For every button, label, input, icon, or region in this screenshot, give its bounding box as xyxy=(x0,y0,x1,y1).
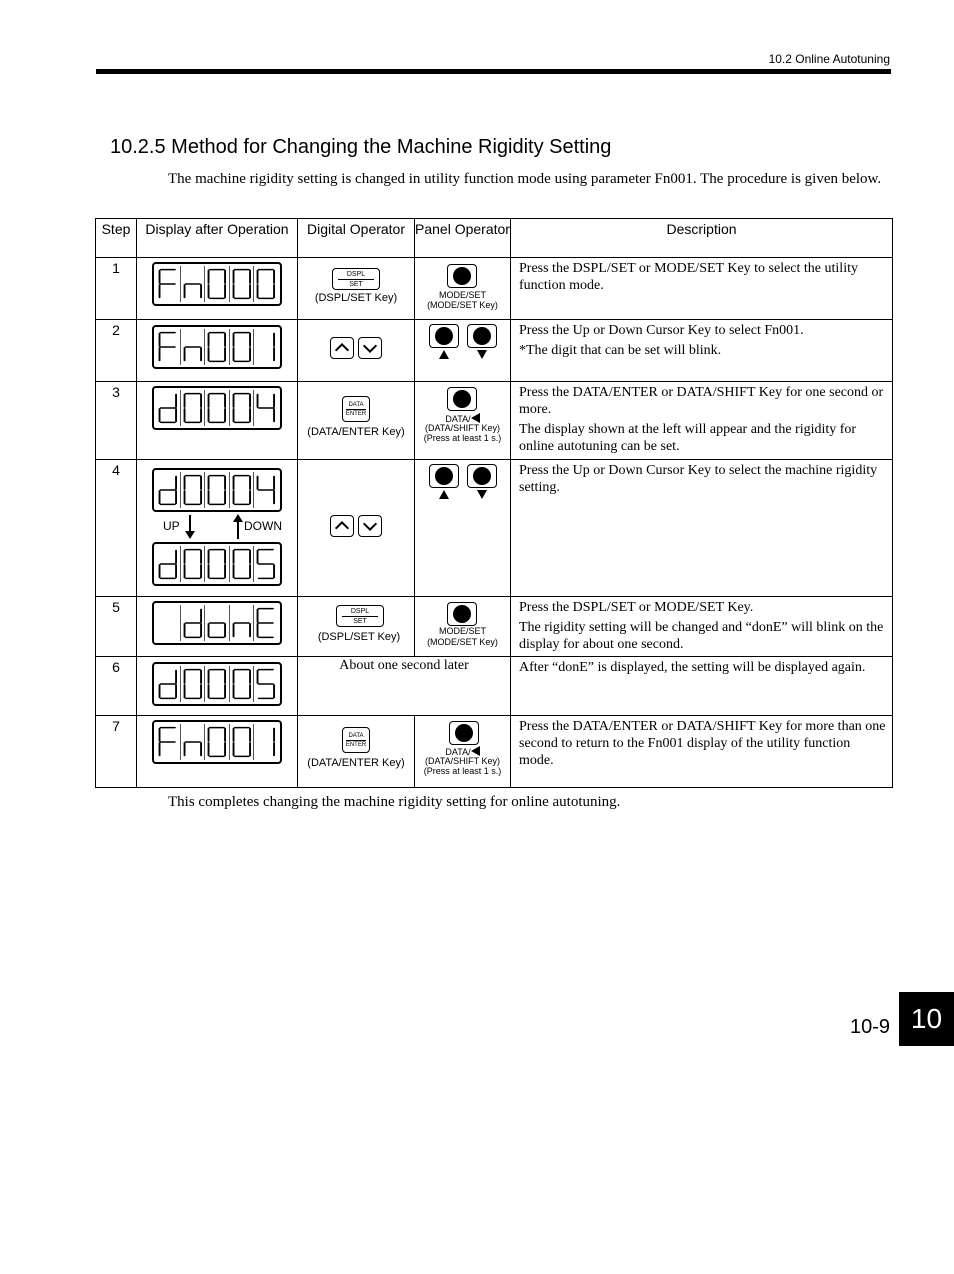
section-title: 10.2.5 Method for Changing the Machine Rigidity Setting xyxy=(110,136,612,158)
display-cell xyxy=(137,382,298,460)
panel-caption: (DATA/SHIFT Key) xyxy=(424,423,500,433)
panel-caption: DATA/ xyxy=(445,747,471,757)
header-digital-operator: Digital Operator xyxy=(298,219,415,258)
display-digit xyxy=(156,329,180,365)
data-shift-button-icon[interactable] xyxy=(449,721,479,745)
panel-caption: (MODE/SET Key) xyxy=(427,300,498,310)
mode-set-button-icon[interactable] xyxy=(447,264,477,288)
dspl-set-key[interactable]: DSPL SET xyxy=(332,268,380,290)
display-digit xyxy=(156,605,180,641)
operator-note: About one second later xyxy=(298,657,511,716)
description-cell: Press the DSPL/SET or MODE/SET Key. The rigidity setting will be changed and “donE” will blink on the display for about one second. xyxy=(511,597,893,657)
description-cell: After “donE” is displayed, the setting will be displayed again. xyxy=(511,657,893,716)
digital-operator-cell xyxy=(298,320,415,382)
display-digit xyxy=(253,329,278,365)
up-triangle-icon xyxy=(439,350,449,359)
step-number: 3 xyxy=(96,382,137,460)
seven-segment-display xyxy=(152,542,282,586)
display-digit xyxy=(180,666,205,702)
display-digit xyxy=(180,266,205,302)
seven-segment-display xyxy=(152,386,282,430)
display-digit xyxy=(156,724,180,760)
key-caption: (DSPL/SET Key) xyxy=(317,631,401,643)
down-triangle-icon xyxy=(477,350,487,359)
display-digit xyxy=(204,266,229,302)
description-cell: Press the DSPL/SET or MODE/SET Key to select the utility function mode. xyxy=(511,258,893,320)
table-row xyxy=(96,597,893,657)
shift-left-arrow-icon xyxy=(471,413,480,423)
panel-operator-cell xyxy=(415,258,511,320)
display-digit xyxy=(229,266,254,302)
down-button-icon[interactable] xyxy=(467,464,497,488)
table-row xyxy=(96,716,893,788)
display-digit xyxy=(229,546,254,582)
display-digit xyxy=(204,605,229,641)
panel-operator-cell xyxy=(415,460,511,597)
table-row xyxy=(96,382,893,460)
header-panel-operator: Panel Operator xyxy=(415,219,511,258)
display-digit xyxy=(180,546,205,582)
display-digit xyxy=(253,666,278,702)
down-arrow-icon xyxy=(185,531,195,539)
panel-caption: (MODE/SET Key) xyxy=(427,637,498,647)
display-digit xyxy=(156,546,180,582)
panel-caption: (Press at least 1 s.) xyxy=(423,766,502,776)
data-enter-key[interactable]: DATA ENTER xyxy=(342,396,370,422)
dspl-set-key[interactable]: DSPL SET xyxy=(336,605,384,627)
panel-caption: (DATA/SHIFT Key) xyxy=(424,756,500,766)
description-cell: Press the DATA/ENTER or DATA/SHIFT Key for more than one second to return to the Fn001 display of the utility function mode. xyxy=(511,716,893,788)
display-cell xyxy=(137,597,298,657)
intro-paragraph: The machine rigidity setting is changed in utility function mode using parameter Fn001. The procedure is given below. xyxy=(168,171,882,187)
display-cell xyxy=(137,460,298,597)
panel-caption: MODE/SET xyxy=(438,290,486,300)
down-label: DOWN xyxy=(244,519,282,533)
up-label: UP xyxy=(163,519,180,533)
digital-operator-cell xyxy=(298,258,415,320)
key-caption: (DATA/ENTER Key) xyxy=(307,426,405,438)
display-digit xyxy=(156,666,180,702)
display-digit xyxy=(229,666,254,702)
display-digit xyxy=(204,390,229,426)
display-digit xyxy=(204,666,229,702)
down-cursor-key-icon[interactable] xyxy=(358,337,382,359)
digital-operator-cell xyxy=(298,382,415,460)
step-number: 7 xyxy=(96,716,137,788)
shift-left-arrow-icon xyxy=(471,746,480,756)
key-caption: (DSPL/SET Key) xyxy=(314,292,398,304)
seven-segment-display xyxy=(152,720,282,764)
down-arrow-shaft xyxy=(237,521,239,539)
data-enter-key[interactable]: DATA ENTER xyxy=(342,727,370,753)
mode-set-button-icon[interactable] xyxy=(447,602,477,626)
up-button-icon[interactable] xyxy=(429,324,459,348)
display-digit xyxy=(204,546,229,582)
display-digit xyxy=(253,390,278,426)
step-number: 4 xyxy=(96,460,137,597)
display-digit xyxy=(204,724,229,760)
page-number: 10-9 xyxy=(849,1016,890,1038)
description-cell: Press the Up or Down Cursor Key to select Fn001. *The digit that can be set will blink. xyxy=(511,320,893,382)
display-digit xyxy=(180,390,205,426)
header-description: Description xyxy=(511,219,893,258)
panel-operator-cell xyxy=(415,597,511,657)
seven-segment-display xyxy=(152,662,282,706)
display-cell xyxy=(137,716,298,788)
digital-operator-cell xyxy=(298,597,415,657)
seven-segment-display xyxy=(152,468,282,512)
seven-segment-display xyxy=(152,325,282,369)
data-shift-button-icon[interactable] xyxy=(447,387,477,411)
digital-operator-cell xyxy=(298,460,415,597)
header-display: Display after Operation xyxy=(137,219,298,258)
closing-paragraph: This completes changing the machine rigidity setting for online autotuning. xyxy=(168,794,621,810)
down-cursor-key-icon[interactable] xyxy=(358,515,382,537)
key-caption: (DATA/ENTER Key) xyxy=(307,757,405,769)
display-digit xyxy=(229,605,254,641)
description-cell: Press the DATA/ENTER or DATA/SHIFT Key for one second or more. The display shown at the left will appear and the rigidity for online autotuning can be set. xyxy=(511,382,893,460)
display-digit xyxy=(229,390,254,426)
display-cell xyxy=(137,657,298,716)
step-number: 1 xyxy=(96,258,137,320)
panel-operator-cell xyxy=(415,716,511,788)
display-digit xyxy=(204,472,229,508)
display-digit xyxy=(156,266,180,302)
table-row xyxy=(96,460,893,597)
step-number: 2 xyxy=(96,320,137,382)
down-button-icon[interactable] xyxy=(467,324,497,348)
display-digit xyxy=(156,390,180,426)
description-cell: Press the Up or Down Cursor Key to select the machine rigidity setting. xyxy=(511,460,893,597)
display-digit xyxy=(253,546,278,582)
display-digit xyxy=(253,266,278,302)
down-triangle-icon xyxy=(477,490,487,499)
up-cursor-key-icon[interactable] xyxy=(330,515,354,537)
header-rule xyxy=(96,69,891,74)
panel-caption: (Press at least 1 s.) xyxy=(423,433,502,443)
panel-operator-cell xyxy=(415,382,511,460)
step-number: 6 xyxy=(96,657,137,716)
table-row xyxy=(96,657,893,716)
table-row xyxy=(96,320,893,382)
procedure-table xyxy=(95,218,893,788)
seven-segment-display xyxy=(152,262,282,306)
display-digit xyxy=(156,472,180,508)
step-number: 5 xyxy=(96,597,137,657)
chapter-tab: 10 xyxy=(899,992,954,1046)
display-cell xyxy=(137,258,298,320)
panel-operator-cell xyxy=(415,320,511,382)
up-triangle-icon xyxy=(439,490,449,499)
display-digit xyxy=(180,605,205,641)
header-step: Step xyxy=(96,219,137,258)
display-digit xyxy=(253,605,278,641)
display-digit xyxy=(180,724,205,760)
display-digit xyxy=(180,472,205,508)
display-digit xyxy=(229,472,254,508)
display-digit xyxy=(229,724,254,760)
panel-caption: MODE/SET xyxy=(438,626,486,636)
digital-operator-cell xyxy=(298,716,415,788)
display-digit xyxy=(229,329,254,365)
running-header: 10.2 Online Autotuning xyxy=(768,52,890,66)
up-cursor-key-icon[interactable] xyxy=(330,337,354,359)
seven-segment-display xyxy=(152,601,282,645)
display-digit xyxy=(253,472,278,508)
display-digit xyxy=(180,329,205,365)
panel-caption: DATA/ xyxy=(445,414,471,424)
display-cell xyxy=(137,320,298,382)
display-digit xyxy=(253,724,278,760)
table-row xyxy=(96,258,893,320)
up-button-icon[interactable] xyxy=(429,464,459,488)
display-digit xyxy=(204,329,229,365)
